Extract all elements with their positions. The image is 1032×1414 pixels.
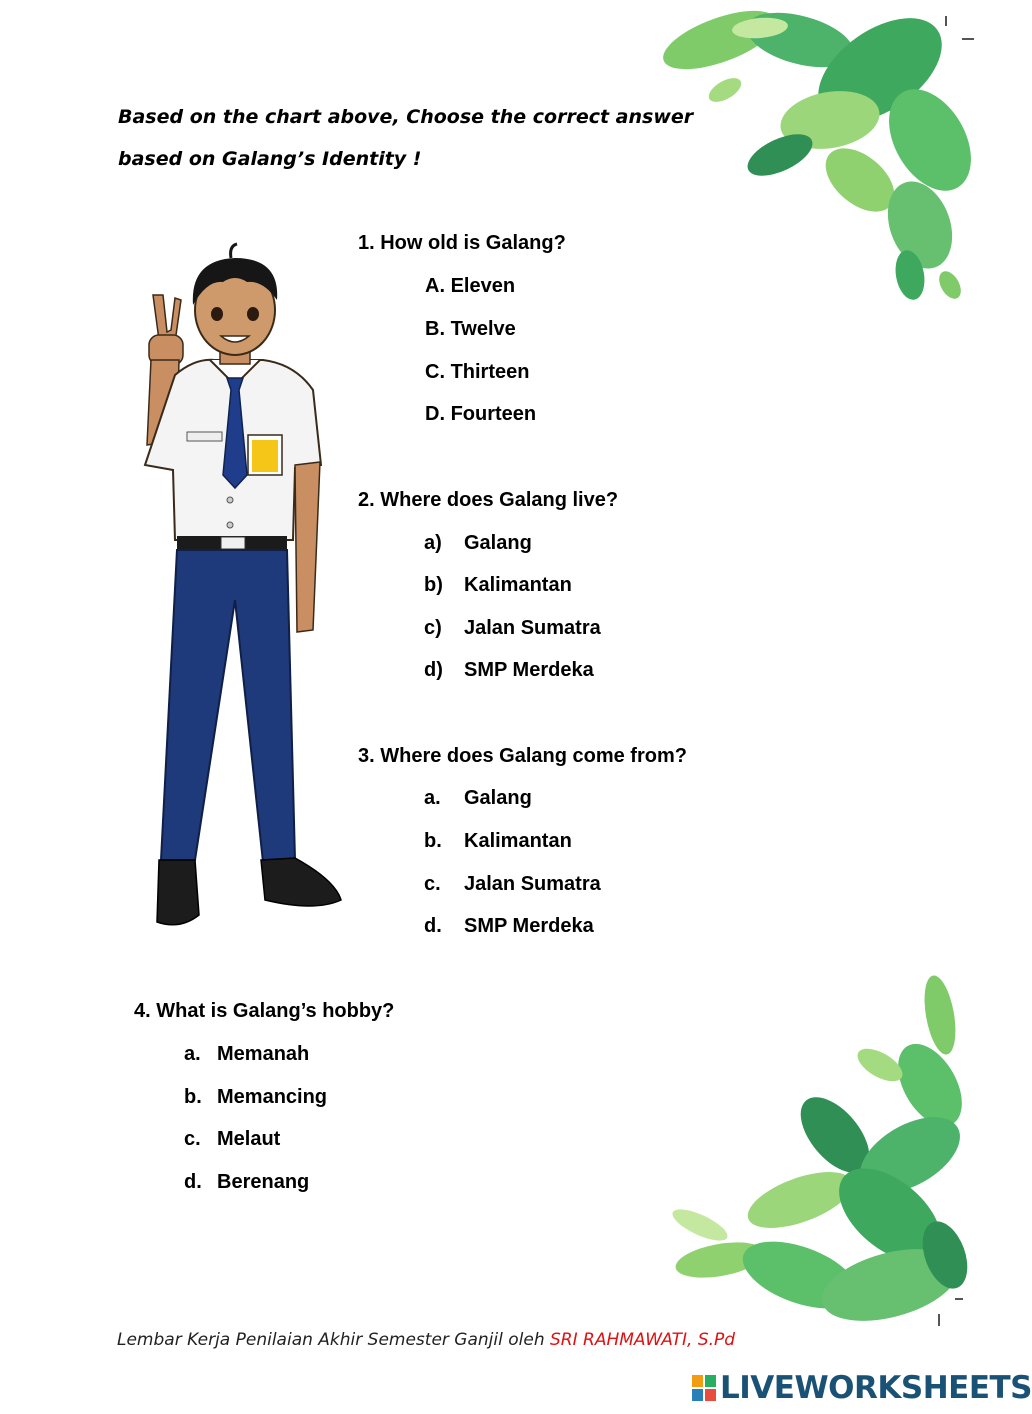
crop-mark [938,1314,940,1326]
q4-option-a[interactable]: a. Memanah [184,1043,310,1065]
liveworksheets-brand[interactable] [692,1370,1032,1406]
q4-option-c[interactable]: c. Melaut [184,1128,281,1150]
q4-option-b[interactable]: b. Memancing [184,1086,328,1108]
question-1-title: 1. How old is Galang? [358,232,566,254]
q1-option-c[interactable]: C. Thirteen [425,361,530,383]
q2-option-a[interactable]: a) Galang [424,532,532,554]
brand-name: LIVEWORKSHEETS [720,1370,1032,1406]
question-2-title: 2. Where does Galang live? [358,489,619,511]
q3-option-b[interactable]: b. Kalimantan [424,830,572,852]
q1-option-d[interactable]: D. Fourteen [425,403,537,425]
liveworksheets-logo-icon [692,1375,716,1401]
leaf-decoration-bottom-icon [660,955,965,1325]
q2-option-d[interactable]: d) SMP Merdeka [424,659,594,681]
question-3-title: 3. Where does Galang come from? [358,745,687,767]
crop-mark [962,38,974,40]
q2-option-c[interactable]: c) Jalan Sumatra [424,617,601,639]
question-4-title: 4. What is Galang’s hobby? [134,1000,395,1022]
instruction-line-1: Based on the chart above, Choose the correct answer [118,106,694,128]
q3-option-c[interactable]: c. Jalan Sumatra [424,873,601,895]
footer-author: SRI RAHMAWATI, S.Pd [550,1330,736,1350]
boy-student-illustration [135,240,350,935]
q3-option-a[interactable]: a. Galang [424,787,532,809]
q2-option-b[interactable]: b) Kalimantan [424,574,572,596]
leaf-decoration-top-icon [600,10,980,310]
instruction-line-2: based on Galang’s Identity ! [118,148,422,170]
q1-option-b[interactable]: B. Twelve [425,318,516,340]
q4-option-d[interactable]: d. Berenang [184,1171,310,1193]
crop-mark [955,1298,963,1300]
q1-option-a[interactable]: A. Eleven [425,275,516,297]
q3-option-d[interactable]: d. SMP Merdeka [424,915,594,937]
crop-mark [945,16,947,26]
footer-credit [117,1330,735,1350]
footer-text: Lembar Kerja Penilaian Akhir Semester Ganjil oleh [117,1330,551,1350]
